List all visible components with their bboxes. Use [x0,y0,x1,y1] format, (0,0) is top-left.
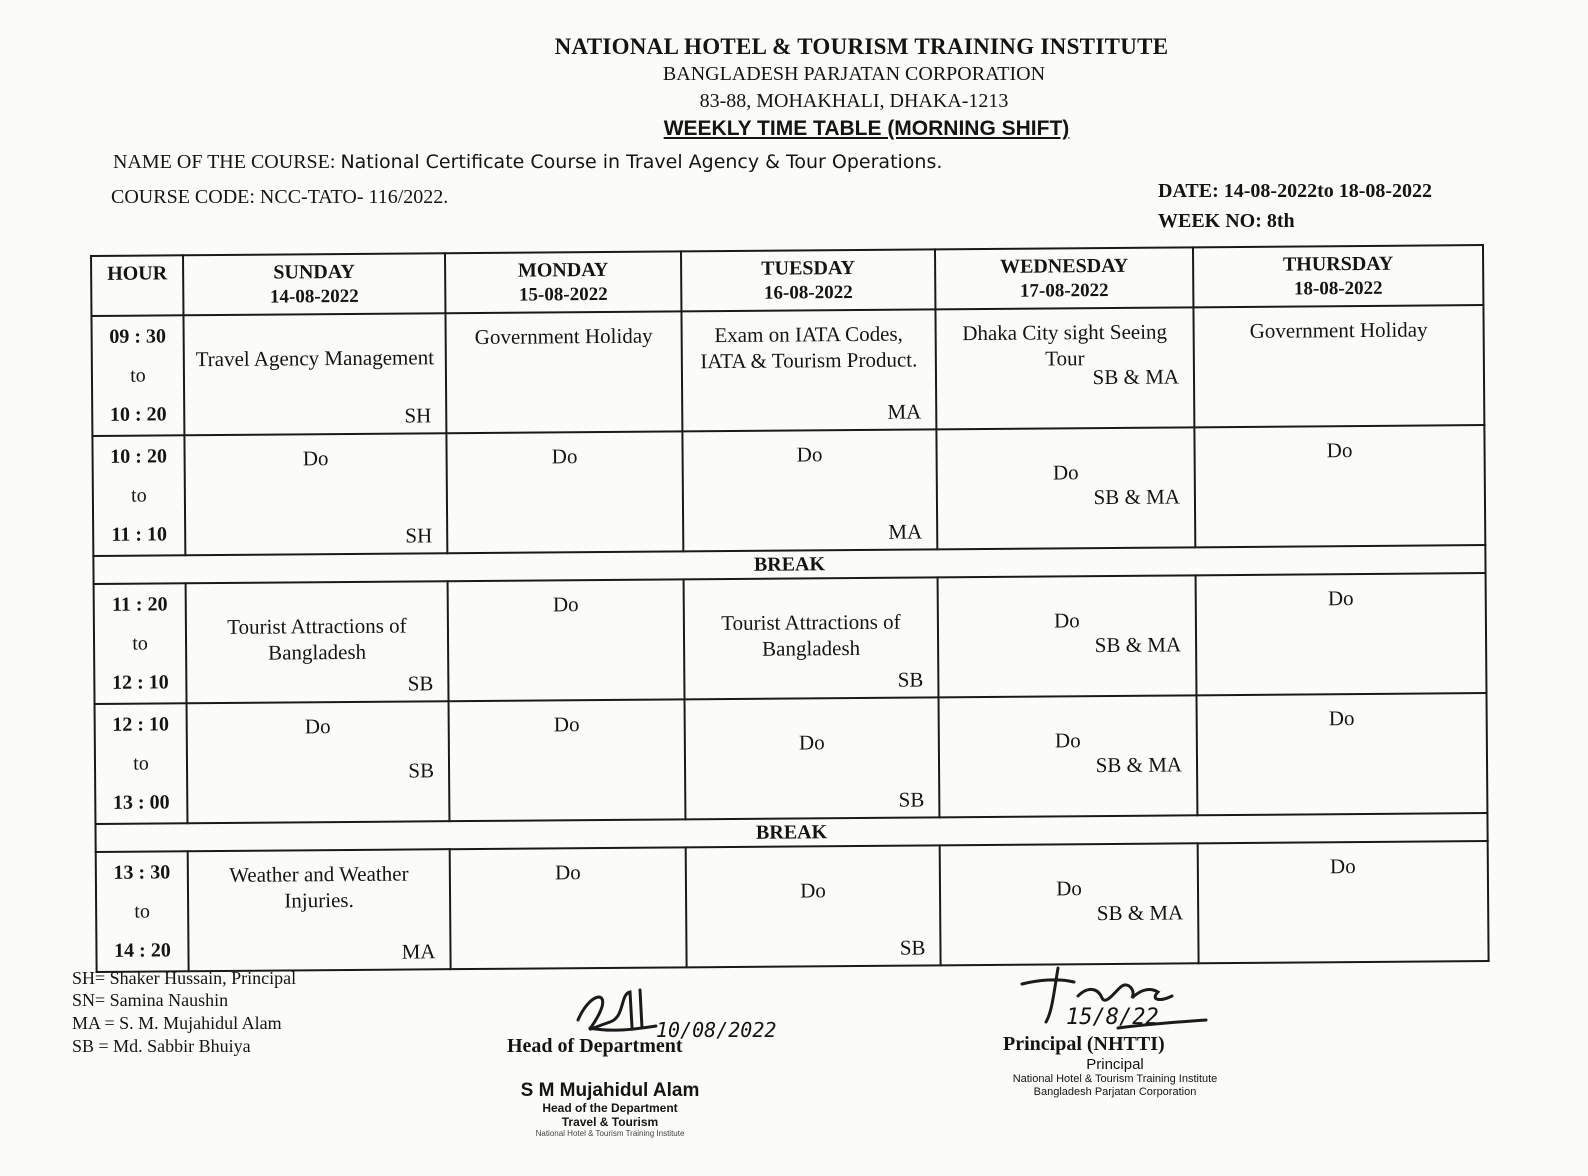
principal-signature-date: 15/8/22 [1066,1005,1159,1030]
teacher-initials: SB & MA [1095,752,1183,778]
course-code-label: COURSE CODE: [111,186,255,208]
hour-cell [92,435,185,556]
timetable-row [95,693,1488,824]
subject: Weather and Weather Injuries. [229,861,409,913]
subject: Government Holiday [1249,317,1428,343]
slot-end: 14 : 20 [114,938,171,962]
class-cell [1194,425,1485,547]
class-cell [940,843,1199,965]
legend-item: SB = Md. Sabbir Bhuiya [72,1036,251,1056]
week-number: WEEK NO: 8th [1158,210,1295,232]
legend-item: SH= Shaker Hussain, Principal [72,968,297,988]
day-header [681,249,935,311]
class-cell [684,577,939,699]
hod-stamp-name: S M Mujahidul Alam [520,1080,700,1101]
day-name: TUESDAY [761,256,856,280]
teacher-initials: SB [898,787,925,812]
day-name: WEDNESDAY [999,254,1129,278]
subject: Tourist Attractions of Bangladesh [227,613,407,665]
header-row [91,245,1483,316]
teacher-initials: SB [899,935,926,960]
class-cell [685,697,940,819]
class-cell [1193,305,1484,427]
day-date: 18-08-2022 [1293,277,1383,300]
class-cell [1196,693,1487,815]
subject: Do [1052,460,1079,485]
slot-start: 09 : 30 [109,324,167,348]
hour-cell [96,851,189,972]
subject: Do [1053,608,1080,633]
slot-end: 12 : 10 [111,670,169,694]
date-range: DATE: 14-08-2022to 18-08-2022 [1158,180,1433,202]
slot-end: 13 : 00 [112,790,170,814]
class-cell [935,307,1194,429]
hour-cell [91,315,184,436]
subject: Do [553,712,580,737]
slot-start: 13 : 30 [113,860,171,884]
subject: Do [551,444,578,469]
teacher-initials: MA [888,519,923,544]
slot-to: to [132,632,148,655]
break-label: BREAK [95,813,1487,852]
principal-label: Principal (NHTTI) [1003,1033,1165,1055]
hod-stamp-title: Head of the Department [542,1100,678,1115]
timetable-row [96,841,1489,972]
teacher-initials: SB & MA [1093,484,1181,510]
teacher-initials: SH [405,523,433,548]
timetable-title: WEEKLY TIME TABLE (MORNING SHIFT) [663,117,1070,140]
teacher-initials: MA [887,399,922,424]
subject: Tourist Attractions of Bangladesh [721,609,901,661]
hour-header: HOUR [91,255,183,316]
subject: Do [304,714,331,739]
day-date: 16-08-2022 [763,282,853,304]
slot-start: 11 : 20 [111,592,168,616]
class-cell [938,575,1197,697]
day-header [445,251,681,313]
class-cell [445,311,682,433]
teacher-initials: SB & MA [1092,364,1180,390]
class-cell [939,695,1198,817]
subject: Do [1327,586,1354,611]
subject: Do [554,860,581,885]
class-cell [682,429,937,551]
subject: Do [1054,728,1081,753]
teacher-initials: SB & MA [1096,900,1184,926]
class-cell [681,309,936,431]
slot-to: to [133,752,149,775]
class-cell [186,581,449,703]
day-name: THURSDAY [1282,252,1394,276]
day-name: SUNDAY [273,260,355,284]
address: 83-88, MOHAKHALI, DHAKA-1213 [699,90,1009,112]
course-code: NCC-TATO- 116/2022. [259,186,449,208]
class-cell [183,313,446,435]
course-name: National Certificate Course in Travel Agency & Tour Operations. [340,151,943,173]
subject: Do [796,442,823,467]
class-cell [450,847,687,969]
principal-stamp-org: National Hotel & Tourism Training Institute [1012,1073,1218,1086]
subject: Dhaka City sight Seeing Tour [962,319,1168,371]
subject: Travel Agency Management [195,345,435,372]
subject: Do [800,878,826,903]
subject: Do [1326,438,1353,463]
teacher-initials: SH [404,403,432,428]
principal-stamp-title: Principal [1086,1056,1144,1073]
course-code-line [111,186,448,209]
hod-stamp-org: National Hotel & Tourism Training Institute [535,1129,685,1139]
slot-to: to [131,484,147,507]
timetable [90,244,1488,973]
corporation-name: BANGLADESH PARJATAN CORPORATION [662,63,1046,85]
subject: Do [1328,706,1355,731]
principal-stamp [1005,1056,1225,1099]
day-header [183,253,445,315]
slot-end: 11 : 10 [111,522,168,546]
break-label: BREAK [93,545,1485,584]
slot-start: 10 : 20 [110,444,167,468]
hod-signature [570,982,660,1042]
day-date: 15-08-2022 [518,283,608,306]
teacher-initials: SB [407,671,434,696]
class-cell [1196,573,1487,695]
class-cell [188,849,451,971]
subject: Do [302,446,329,471]
course-name-label: NAME OF THE COURSE: [113,151,336,173]
slot-to: to [130,364,146,387]
hod-label: Head of Department [507,1035,683,1057]
subject: Do [798,730,825,755]
principal-stamp-corp: Bangladesh Parjatan Corporation [1033,1085,1197,1098]
subject: Do [1056,876,1082,901]
subject: Government Holiday [474,323,653,349]
teacher-initials: SB [408,758,435,783]
teacher-initials: SB [897,667,924,692]
slot-end: 10 : 20 [109,402,167,426]
slot-start: 12 : 10 [112,712,170,736]
timetable-row [94,573,1487,704]
day-name: MONDAY [517,258,609,282]
teacher-initials: MA [401,939,436,964]
hod-signature-date: 10/08/2022 [656,1018,777,1042]
teacher-initials: SB & MA [1094,632,1182,658]
subject: Do [552,592,579,617]
day-date: 17-08-2022 [1019,280,1109,302]
timetable-row [91,305,1484,436]
subject: Exam on IATA Codes, IATA & Tourism Product. [700,321,918,374]
class-cell [187,701,450,823]
class-cell [446,431,683,553]
hour-cell [95,703,188,824]
class-cell [1198,841,1489,963]
hod-stamp-dept: Travel & Tourism [561,1114,659,1129]
hod-stamp [490,1080,730,1139]
institute-name: NATIONAL HOTEL & TOURISM TRAINING INSTITUTE [554,34,1169,59]
course-name-line [113,151,942,174]
timetable-row [92,425,1485,556]
class-cell [448,579,685,701]
class-cell [936,427,1195,549]
slot-to: to [134,900,151,923]
legend-item: MA = S. M. Mujahidul Alam [72,1013,282,1033]
day-header [1193,245,1483,307]
legend-item: SN= Samina Naushin [72,990,229,1010]
class-cell [184,433,447,555]
hour-cell [94,583,187,704]
subject: Do [1329,854,1356,879]
day-date: 14-08-2022 [269,285,359,308]
class-cell [686,845,941,967]
class-cell [449,699,686,821]
day-header [935,247,1193,309]
